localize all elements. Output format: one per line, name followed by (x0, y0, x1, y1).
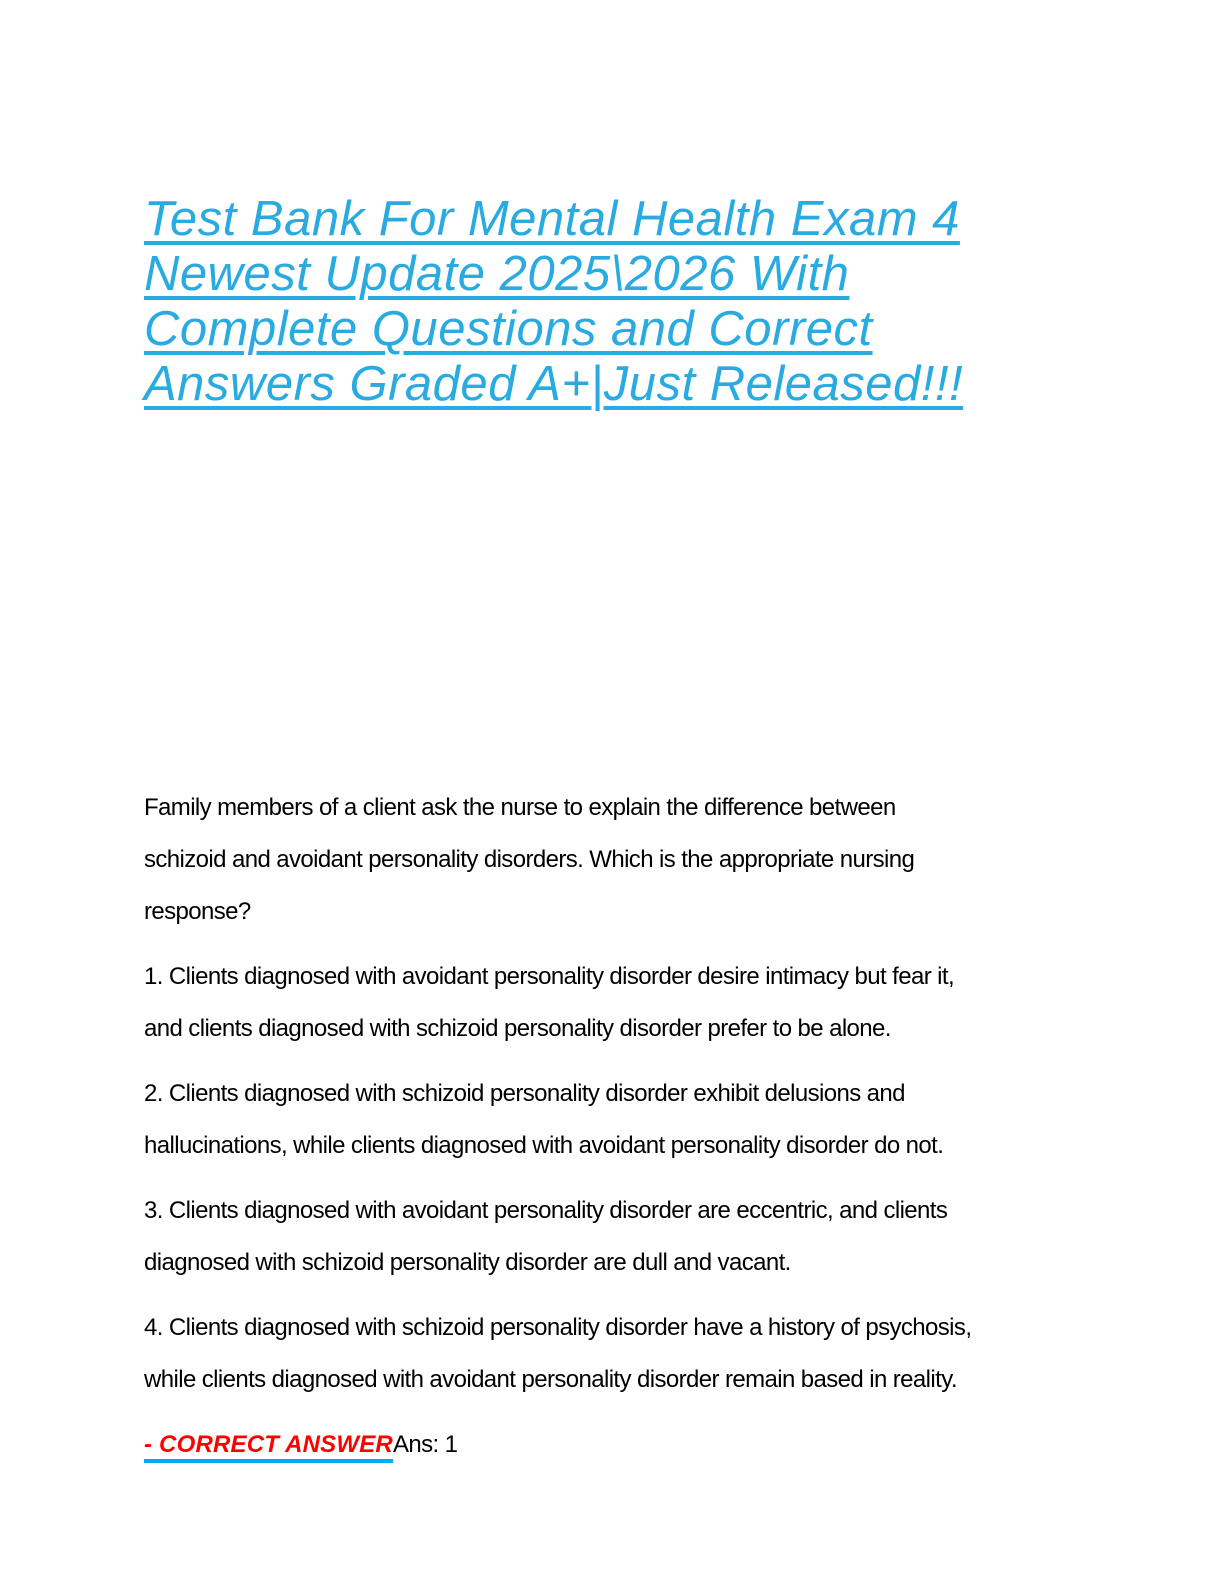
question-line: Family members of a client ask the nurse to explain the difference between (144, 793, 896, 821)
document-title (144, 192, 1104, 412)
document-content (144, 0, 1104, 1471)
option-3 (144, 1185, 1104, 1289)
correct-answer-line (144, 1419, 1104, 1471)
question-line: response? (144, 897, 251, 925)
option-4 (144, 1302, 1104, 1406)
option-1 (144, 951, 1104, 1055)
option-line: while clients diagnosed with avoidant personality disorder remain based in reality. (144, 1365, 957, 1393)
option-line: hallucinations, while clients diagnosed with avoidant personality disorder do not. (144, 1131, 944, 1159)
correct-answer-label: - CORRECT ANSWER (144, 1430, 393, 1458)
option-2 (144, 1068, 1104, 1172)
title-line-1: Test Bank For Mental Health Exam 4 (144, 192, 960, 246)
option-line: diagnosed with schizoid personality disorder are dull and vacant. (144, 1248, 791, 1276)
option-line: 2. Clients diagnosed with schizoid personality disorder exhibit delusions and (144, 1079, 905, 1107)
option-line: 4. Clients diagnosed with schizoid personality disorder have a history of psychosis, (144, 1313, 972, 1341)
option-line: and clients diagnosed with schizoid personality disorder prefer to be alone. (144, 1014, 891, 1042)
title-line-2: Newest Update 2025\2026 With (144, 247, 850, 301)
option-line: 3. Clients diagnosed with avoidant personality disorder are eccentric, and clients (144, 1196, 948, 1224)
title-line-4: Answers Graded A+|Just Released!!! (144, 357, 964, 411)
title-line-3: Complete Questions and Correct (144, 302, 873, 356)
option-line: 1. Clients diagnosed with avoidant personality disorder desire intimacy but fear it, (144, 962, 955, 990)
correct-answer-value: Ans: 1 (392, 1430, 458, 1458)
question-block (144, 782, 1104, 1471)
question-line: schizoid and avoidant personality disorders. Which is the appropriate nursing (144, 845, 915, 873)
blank-gap (144, 445, 1104, 782)
question-text (144, 782, 1104, 938)
